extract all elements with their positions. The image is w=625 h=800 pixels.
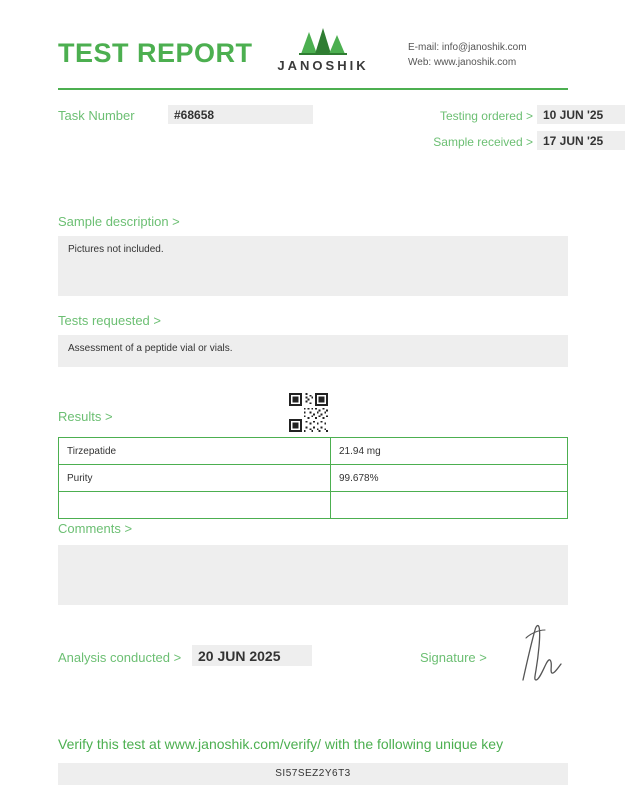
mountain-logo-icon: [293, 26, 353, 56]
result-value: 99.678%: [331, 465, 568, 492]
results-label: Results >: [58, 409, 113, 424]
analysis-conducted-label: Analysis conducted >: [58, 650, 182, 665]
header-divider: [58, 88, 568, 90]
sample-description-label: Sample description >: [58, 214, 180, 229]
page-title: TEST REPORT: [58, 38, 253, 68]
task-number-label: Task Number: [58, 108, 135, 123]
results-table: [58, 437, 568, 519]
signature-icon: [505, 618, 575, 688]
result-name: Tirzepatide: [59, 438, 331, 465]
signature-label: Signature >: [420, 650, 487, 665]
result-name: Purity: [59, 465, 331, 492]
contact-web: Web: www.janoshik.com: [408, 57, 517, 68]
sample-received-label: Sample received >: [433, 135, 533, 149]
comments-label: Comments >: [58, 521, 133, 536]
testing-ordered-label: Testing ordered >: [439, 109, 533, 123]
contact-email: E-mail: info@janoshik.com: [408, 42, 527, 53]
result-value: [331, 492, 568, 519]
qr-code-icon: [289, 393, 328, 432]
unique-key-value: SI57SEZ2Y6T3: [58, 763, 568, 785]
contact-info: [408, 40, 568, 70]
table-row: [59, 438, 568, 465]
sample-description-text: Pictures not included.: [58, 236, 568, 296]
testing-ordered-value: 10 JUN '25: [537, 105, 625, 124]
comments-text: [58, 545, 568, 605]
verify-instruction: Verify this test at www.janoshik.com/verify/ with the following unique key: [58, 736, 504, 752]
report-header: [58, 26, 568, 88]
task-number-value: #68658: [168, 105, 313, 124]
brand-logo: [268, 26, 378, 73]
tests-requested-label: Tests requested >: [58, 313, 161, 328]
analysis-conducted-value: 20 JUN 2025: [192, 645, 312, 666]
table-row: [59, 465, 568, 492]
table-row: [59, 492, 568, 519]
brand-name: JANOSHIK: [277, 58, 369, 73]
result-value: 21.94 mg: [331, 438, 568, 465]
sample-received-value: 17 JUN '25: [537, 131, 625, 150]
tests-requested-text: Assessment of a peptide vial or vials.: [58, 335, 568, 367]
result-name: [59, 492, 331, 519]
